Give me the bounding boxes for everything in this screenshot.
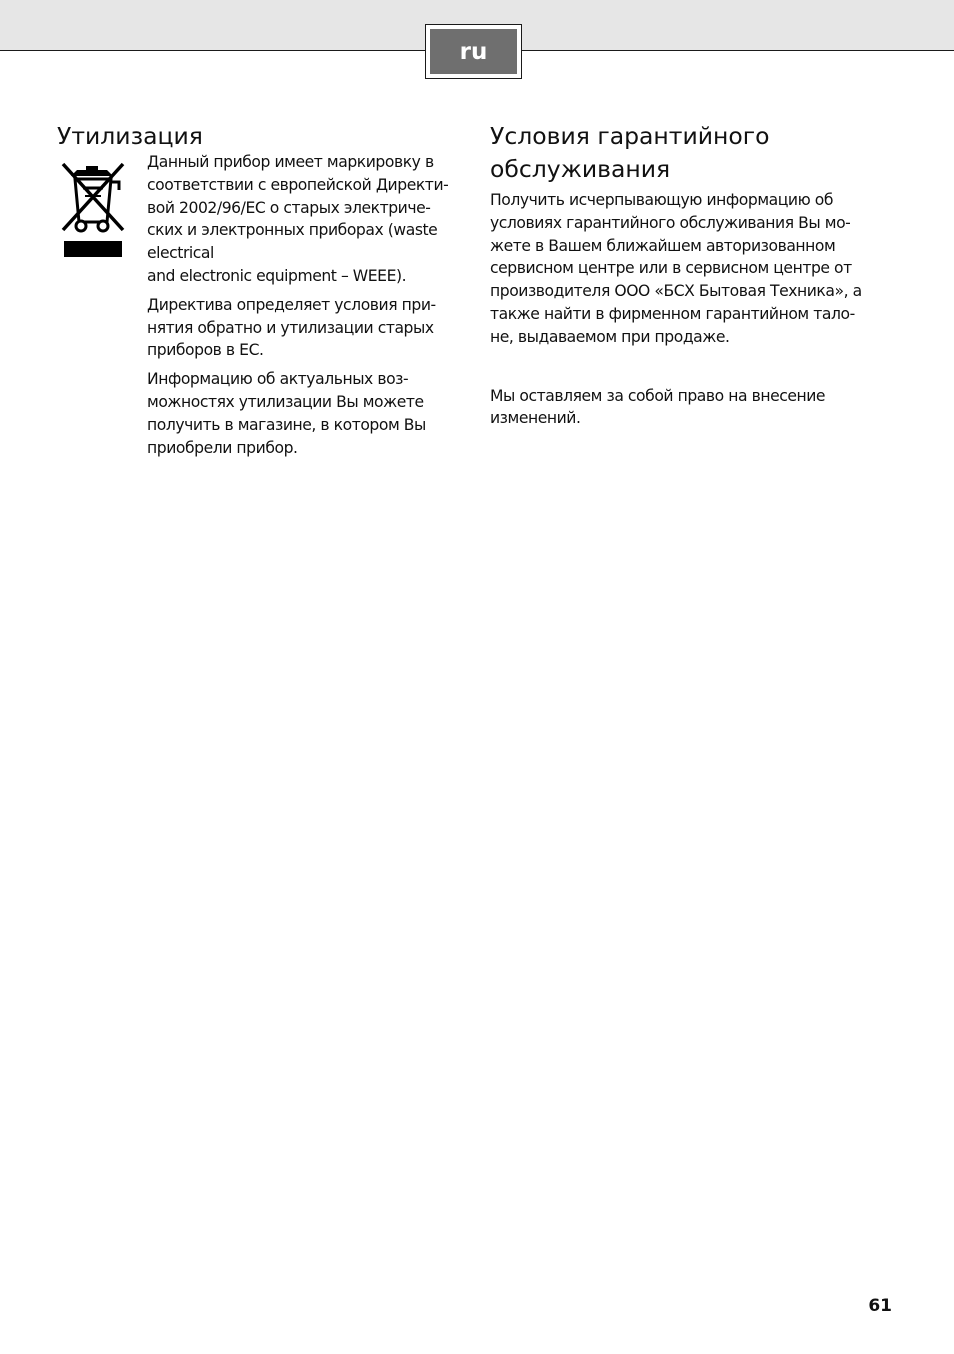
disposal-section xyxy=(57,120,457,457)
text-line: вой 2002/96/EC о старых электриче- xyxy=(147,198,431,217)
disposal-text xyxy=(147,151,465,465)
disposal-heading: Утилизация xyxy=(57,122,203,150)
heading-line: Условия гарантийного xyxy=(490,122,770,150)
crossed-out-wheelie-bin-icon xyxy=(59,160,127,258)
text-line: изменений. xyxy=(490,409,581,428)
warranty-text xyxy=(490,189,880,430)
warranty-paragraph xyxy=(490,385,880,431)
text-line: жете в Вашем ближайшем авторизованном xyxy=(490,236,836,255)
text-line: производителя ООО «БСХ Бытовая Техника», а xyxy=(490,282,862,301)
text-line: нятия обратно и утилизации старых xyxy=(147,318,434,337)
text-line: Мы оставляем за собой право на внесение xyxy=(490,386,826,405)
text-line: ских и электронных приборах (waste xyxy=(147,221,438,240)
text-line: также найти в фирменном гарантийном тало- xyxy=(490,304,855,323)
text-line: electrical xyxy=(147,244,214,263)
text-line: не, выдаваемом при продаже. xyxy=(490,327,730,346)
text-line: можностях утилизации Вы можете xyxy=(147,392,424,411)
text-line: and electronic equipment – WEEE). xyxy=(147,266,407,285)
text-line: сервисном центре или в сервисном центре от xyxy=(490,259,852,278)
text-line: Информацию об актуальных воз- xyxy=(147,370,409,389)
text-line: Получить исчерпывающую информацию об xyxy=(490,191,834,209)
disposal-paragraph xyxy=(147,368,465,459)
language-tab-label: ru xyxy=(430,29,517,74)
page-number: 61 xyxy=(868,1296,892,1316)
text-line: приобрели прибор. xyxy=(147,438,298,457)
warranty-paragraph xyxy=(490,189,880,349)
text-line: соответствии с европейской Директи- xyxy=(147,175,449,194)
heading-line: обслуживания xyxy=(490,155,671,183)
language-tab xyxy=(425,24,522,79)
text-line: получить в магазине, в котором Вы xyxy=(147,415,426,434)
warranty-section xyxy=(490,120,880,436)
warranty-heading xyxy=(490,120,880,186)
disposal-paragraph xyxy=(147,294,465,362)
text-line: Директива определяет условия при- xyxy=(147,295,436,314)
text-line: Данный прибор имеет маркировку в xyxy=(147,153,434,171)
disposal-paragraph xyxy=(147,151,465,288)
text-line: условиях гарантийного обслуживания Вы мо- xyxy=(490,213,851,232)
text-line: приборов в ЕС. xyxy=(147,341,264,360)
